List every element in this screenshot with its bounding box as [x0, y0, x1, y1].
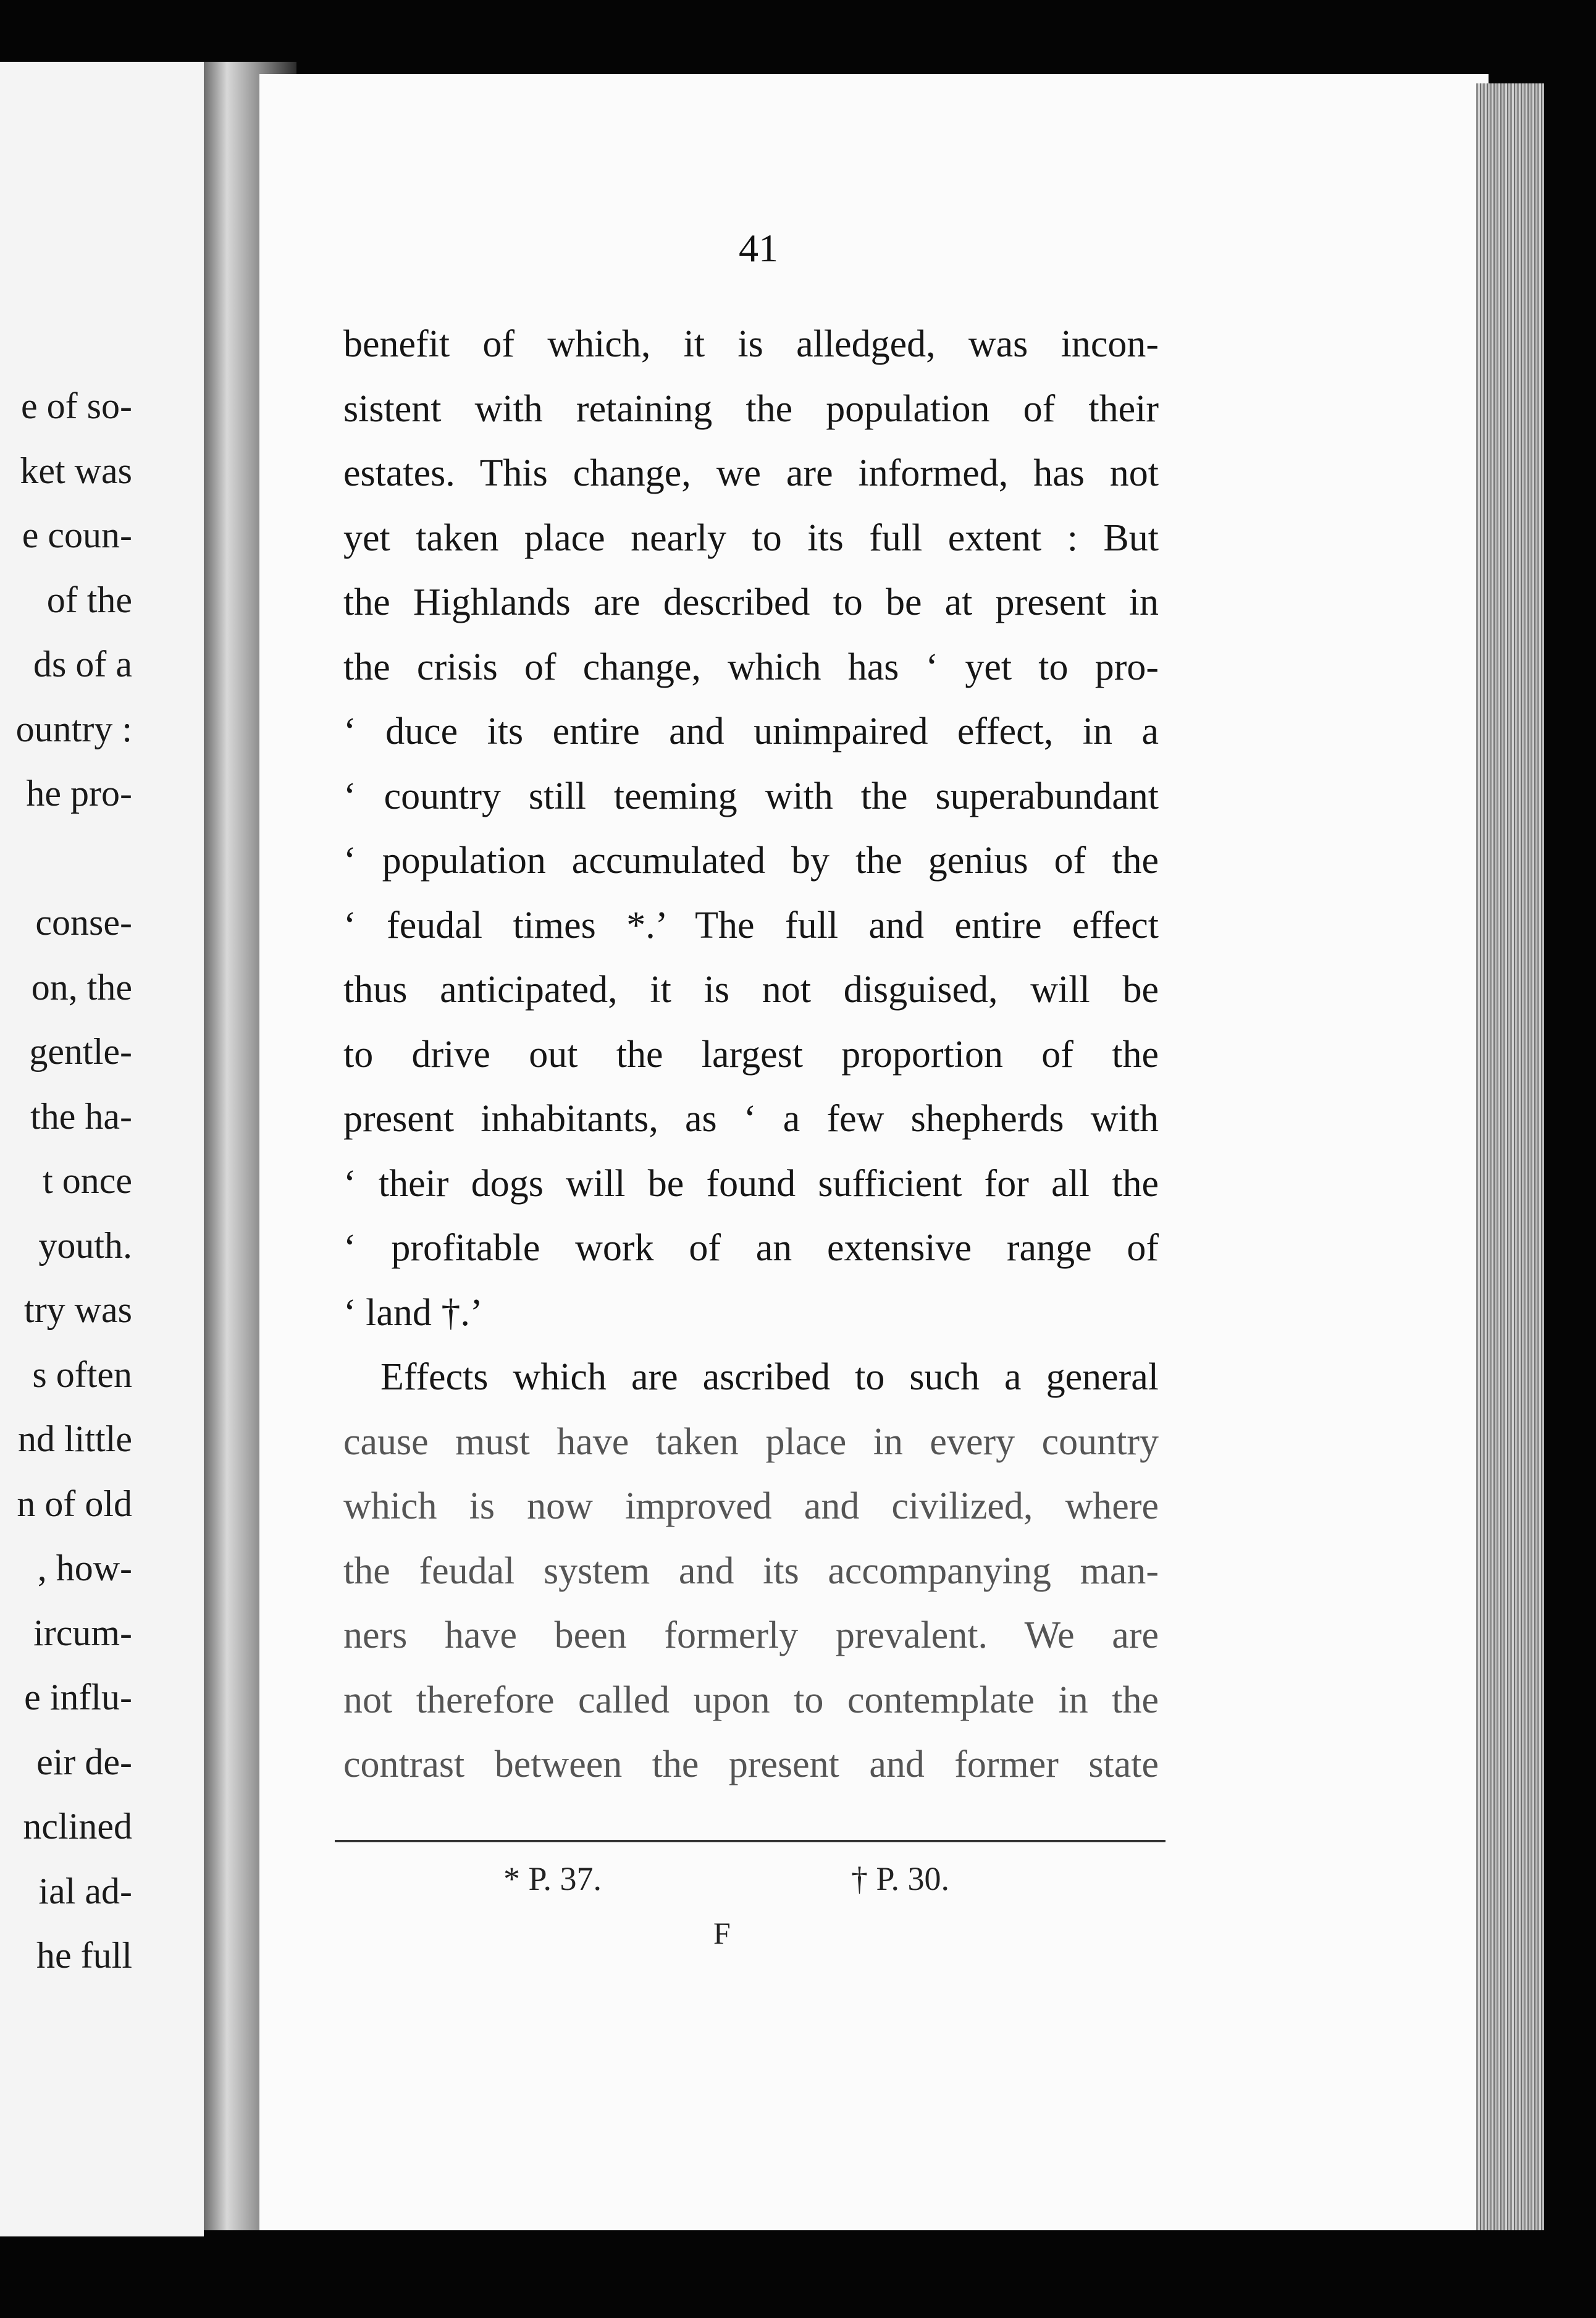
- text-line: ‘ their dogs will be found sufficient for all the: [343, 1162, 1159, 1205]
- text-line: e of so-: [21, 386, 132, 426]
- text-line: ‘ population accumulated by the genius of the: [343, 840, 1159, 882]
- text-line: t once: [43, 1160, 132, 1201]
- text-line: e coun-: [22, 515, 132, 555]
- signature-mark: F: [713, 1916, 731, 1950]
- text-line: of the: [46, 579, 132, 620]
- text-line: ‘ country still teeming with the superabundant: [343, 775, 1159, 817]
- text-line: on, the: [31, 966, 132, 1008]
- text-line: ountry :: [15, 708, 132, 749]
- text-line: thus anticipated, it is not disguised, will be: [343, 969, 1159, 1011]
- text-line: ‘ profitable work of an extensive range of: [343, 1227, 1159, 1269]
- text-line: s often: [32, 1354, 132, 1395]
- previous-page: [0, 62, 204, 2236]
- text-line: he full: [36, 1935, 132, 1976]
- text-line: [16, 826, 132, 891]
- text-line: contrast between the present and former state: [343, 1743, 1159, 1785]
- text-line: not therefore called upon to contemplate in the: [343, 1679, 1159, 1721]
- text-line: yet taken place nearly to its full extent : But: [343, 516, 1159, 559]
- text-line: sistent with retaining the population of their: [343, 387, 1159, 430]
- text-line: ‘ land †.’: [343, 1291, 483, 1334]
- text-line: nclined: [23, 1806, 132, 1847]
- text-line: try was: [24, 1289, 132, 1330]
- previous-page-text: [16, 374, 132, 1988]
- text-line: the crisis of change, which has ‘ yet to pro-: [343, 646, 1159, 688]
- footnote: † P. 30.: [851, 1860, 950, 1897]
- text-line: , how-: [37, 1548, 132, 1588]
- text-line: ial ad-: [38, 1870, 132, 1911]
- text-line: gentle-: [29, 1031, 132, 1072]
- text-line: ners have been formerly prevalent. We are: [343, 1614, 1159, 1656]
- text-line: ircum-: [33, 1612, 132, 1653]
- text-line: he pro-: [26, 773, 132, 814]
- page-number: 41: [739, 226, 778, 270]
- text-line: cause must have taken place in every country: [343, 1420, 1159, 1463]
- text-line: the feudal system and its accompanying man-: [343, 1549, 1159, 1592]
- text-line: n of old: [17, 1483, 132, 1524]
- text-line: which is now improved and civilized, where: [343, 1485, 1159, 1527]
- text-line: Effects which are ascribed to such a general: [380, 1356, 1159, 1398]
- text-line: ds of a: [33, 644, 132, 685]
- text-line: benefit of which, it is alledged, was incon-: [343, 323, 1159, 365]
- text-line: e influ-: [24, 1677, 132, 1717]
- text-line: ‘ duce its entire and unimpaired effect, in a: [343, 710, 1159, 752]
- footnote: * P. 37.: [503, 1860, 602, 1897]
- text-line: eir de-: [36, 1741, 132, 1782]
- text-line: present inhabitants, as ‘ a few shepherds with: [343, 1098, 1159, 1140]
- text-line: ket was: [20, 450, 132, 491]
- page-edges: [1476, 83, 1544, 2230]
- text-line: the Highlands are described to be at present in: [343, 581, 1159, 623]
- text-line: the ha-: [30, 1095, 132, 1137]
- text-line: ‘ feudal times *.’ The full and entire effect: [343, 904, 1159, 946]
- page-body: [343, 312, 1159, 1797]
- text-line: nd little: [18, 1418, 132, 1459]
- text-line: youth.: [38, 1224, 132, 1266]
- text-line: to drive out the largest proportion of the: [343, 1033, 1159, 1076]
- footnote-rule: [335, 1840, 1166, 1842]
- text-line: conse-: [35, 902, 132, 943]
- text-line: estates. This change, we are informed, has not: [343, 452, 1159, 494]
